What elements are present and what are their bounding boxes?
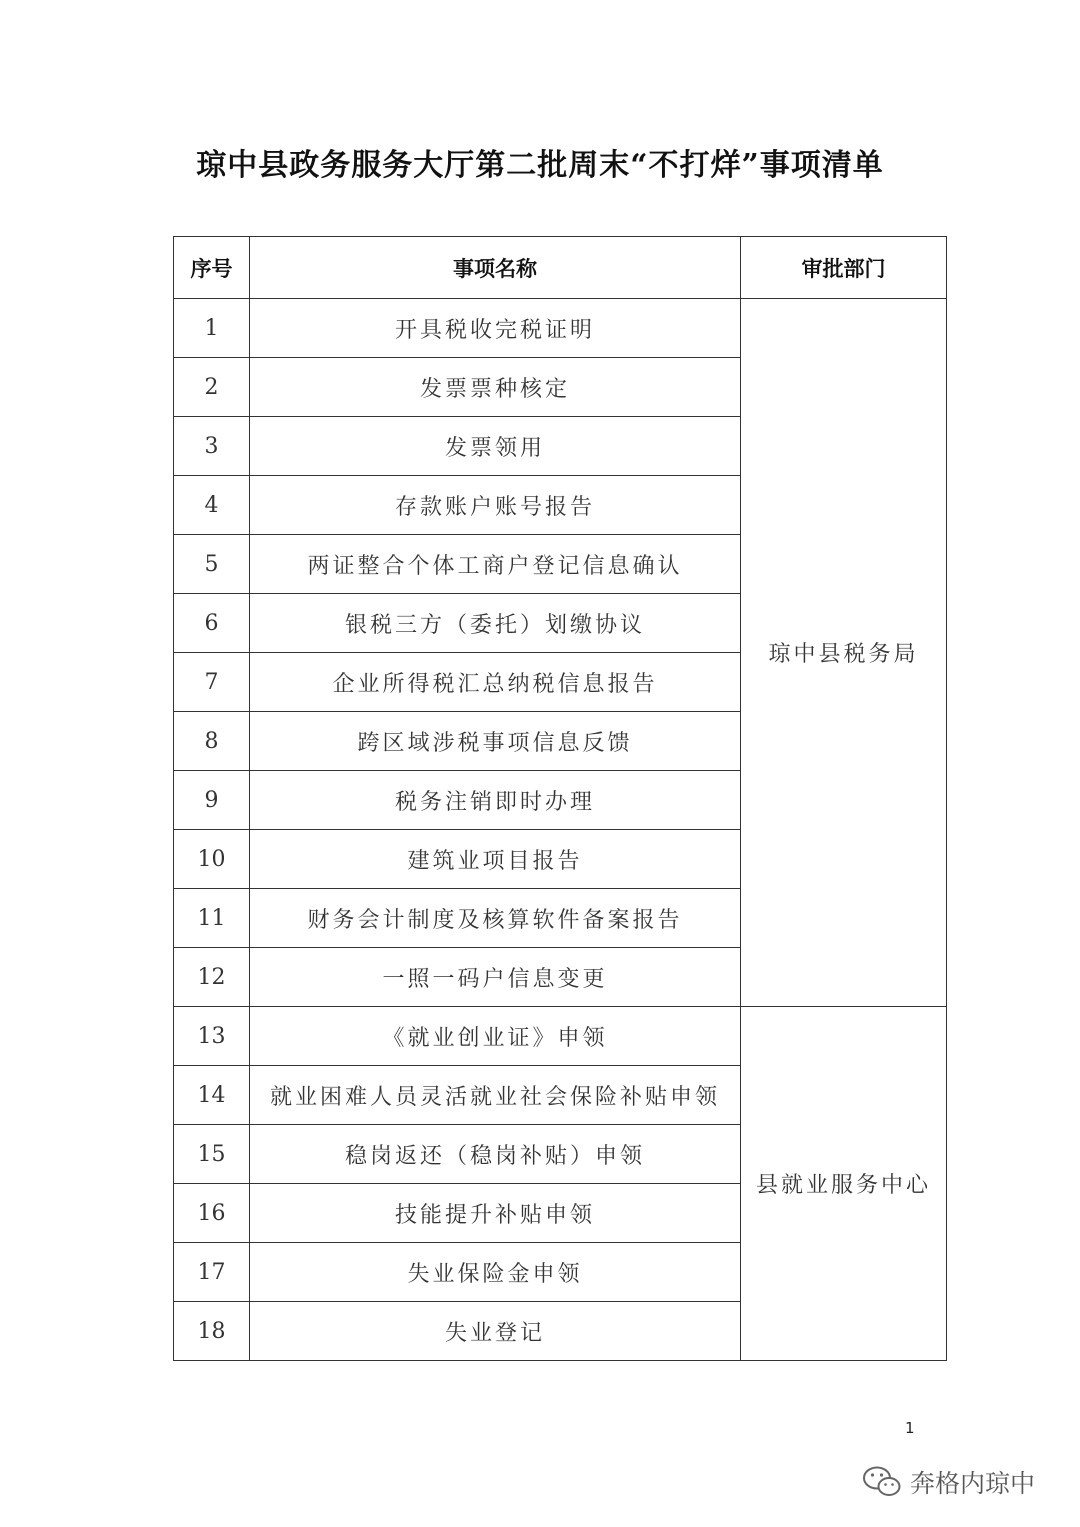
table-header-row (174, 237, 947, 299)
row-index: 18 (174, 1302, 250, 1361)
row-item-name: 税务注销即时办理 (250, 771, 741, 830)
row-index: 10 (174, 830, 250, 889)
row-index: 14 (174, 1066, 250, 1125)
row-item-name: 稳岗返还（稳岗补贴）申领 (250, 1125, 741, 1184)
row-item-name: 发票票种核定 (250, 358, 741, 417)
row-item-name: 《就业创业证》申领 (250, 1007, 741, 1066)
header-name: 事项名称 (250, 237, 741, 299)
row-index: 9 (174, 771, 250, 830)
row-item-name: 跨区域涉税事项信息反馈 (250, 712, 741, 771)
page-number: 1 (905, 1419, 915, 1437)
row-index: 16 (174, 1184, 250, 1243)
row-item-name: 银税三方（委托）划缴协议 (250, 594, 741, 653)
row-index: 3 (174, 417, 250, 476)
row-item-name: 企业所得税汇总纳税信息报告 (250, 653, 741, 712)
row-item-name: 发票领用 (250, 417, 741, 476)
row-item-name: 技能提升补贴申领 (250, 1184, 741, 1243)
row-index: 4 (174, 476, 250, 535)
row-index: 11 (174, 889, 250, 948)
row-index: 17 (174, 1243, 250, 1302)
table-row (174, 1007, 947, 1066)
table-row (174, 299, 947, 358)
row-item-name: 一照一码户信息变更 (250, 948, 741, 1007)
header-dept: 审批部门 (741, 237, 947, 299)
wechat-icon (862, 1465, 902, 1499)
row-index: 1 (174, 299, 250, 358)
watermark-text: 奔格内琼中 (910, 1469, 1036, 1498)
row-item-name: 存款账户账号报告 (250, 476, 741, 535)
row-index: 6 (174, 594, 250, 653)
row-index: 12 (174, 948, 250, 1007)
dept-tax-bureau: 琼中县税务局 (741, 299, 947, 1007)
row-item-name: 建筑业项目报告 (250, 830, 741, 889)
row-index: 7 (174, 653, 250, 712)
watermark (862, 1462, 1035, 1502)
row-item-name: 就业困难人员灵活就业社会保险补贴申领 (250, 1066, 741, 1125)
row-index: 8 (174, 712, 250, 771)
dept-employment-center: 县就业服务中心 (741, 1007, 947, 1361)
row-index: 5 (174, 535, 250, 594)
row-index: 2 (174, 358, 250, 417)
row-index: 15 (174, 1125, 250, 1184)
row-item-name: 两证整合个体工商户登记信息确认 (250, 535, 741, 594)
items-table (173, 236, 947, 1361)
row-item-name: 失业登记 (250, 1302, 741, 1361)
row-item-name: 财务会计制度及核算软件备案报告 (250, 889, 741, 948)
row-index: 13 (174, 1007, 250, 1066)
row-item-name: 开具税收完税证明 (250, 299, 741, 358)
header-index: 序号 (174, 237, 250, 299)
document-title: 琼中县政务服务大厅第二批周末“不打烊”事项清单 (196, 148, 884, 183)
row-item-name: 失业保险金申领 (250, 1243, 741, 1302)
